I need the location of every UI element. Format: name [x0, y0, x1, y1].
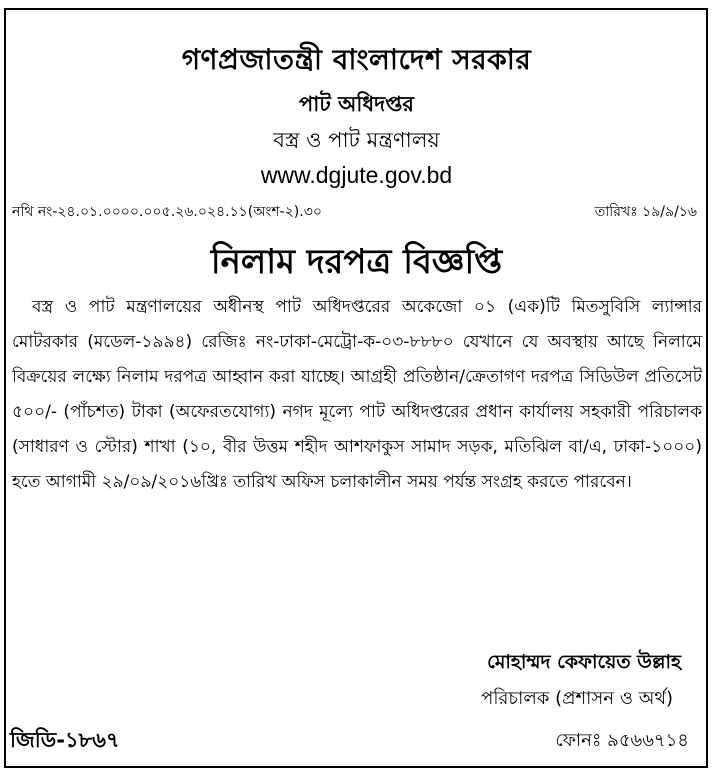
- signatory-title: পরিচালক (প্রশাসন ও অর্থ): [481, 688, 673, 709]
- website-address: www.dgjute.gov.bd: [260, 162, 453, 188]
- memo-number: নথি নং-২৪.০১.০০০০.০০৫.২৬.০২৪.১১(অংশ-২).৩০: [12, 204, 322, 220]
- notice-date: তারিখঃ ১৯/৯/১৬: [594, 204, 697, 220]
- department-name: পাট অধিদপ্তর: [299, 92, 414, 116]
- phone-number: ফোনঃ ৯৫৬৬৭১৪: [555, 730, 689, 751]
- ministry-name: বস্ত্র ও পাট মন্ত্রণালয়: [273, 128, 440, 152]
- notice-heading: নিলাম দরপত্র বিজ্ঞপ্তি: [210, 242, 503, 282]
- organization-title: গণপ্রজাতন্ত্রী বাংলাদেশ সরকার: [181, 43, 532, 76]
- signatory-name: মোহাম্মদ কেফায়েত উল্লাহ: [487, 651, 681, 673]
- gd-number: জিডি-১৮৬৭: [10, 728, 120, 752]
- notice-body: বস্ত্র ও পাট মন্ত্রণালয়ের অধীনস্থ পাট অধিদপ্তরের অকেজো ০১ (এক)টি মিতসুবিসি ল্যান্সার মোটরকার (মডেল-১৯৯৪) রেজিঃ নং-ঢাকা-মেট্রো-ক-০৩-৮৮৮০ যেখানে যে অবস্থায় আছে নিলামে বিক্রয়ের লক্ষ্যে নিলাম দরপত্র আহ্বান করা যাচ্ছে। আগ্রহী প্রতিষ্ঠান/ক্রেতাগণ দরপত্র সিডিউল প্রতিসেট ৫০০/- (পাঁচশত) টাকা (অফেরতযোগ্য) নগদ মূল্যে পাট অধিদপ্তরের প্রধান কার্যালয় সহকারী পরিচালক (সাধারণ ও স্টোর) শাখা (১০, বীর উত্তম শহীদ আশফাকুস সামাদ সড়ক, মতিঝিল বা/এ, ঢাকা-১০০০) হতে আগামী ২৯/০৯/২০১৬খ্রিঃ তারিখ অফিস চলাকালীন সময় পর্যন্ত সংগ্রহ করতে পারবেন।: [12, 297, 702, 492]
